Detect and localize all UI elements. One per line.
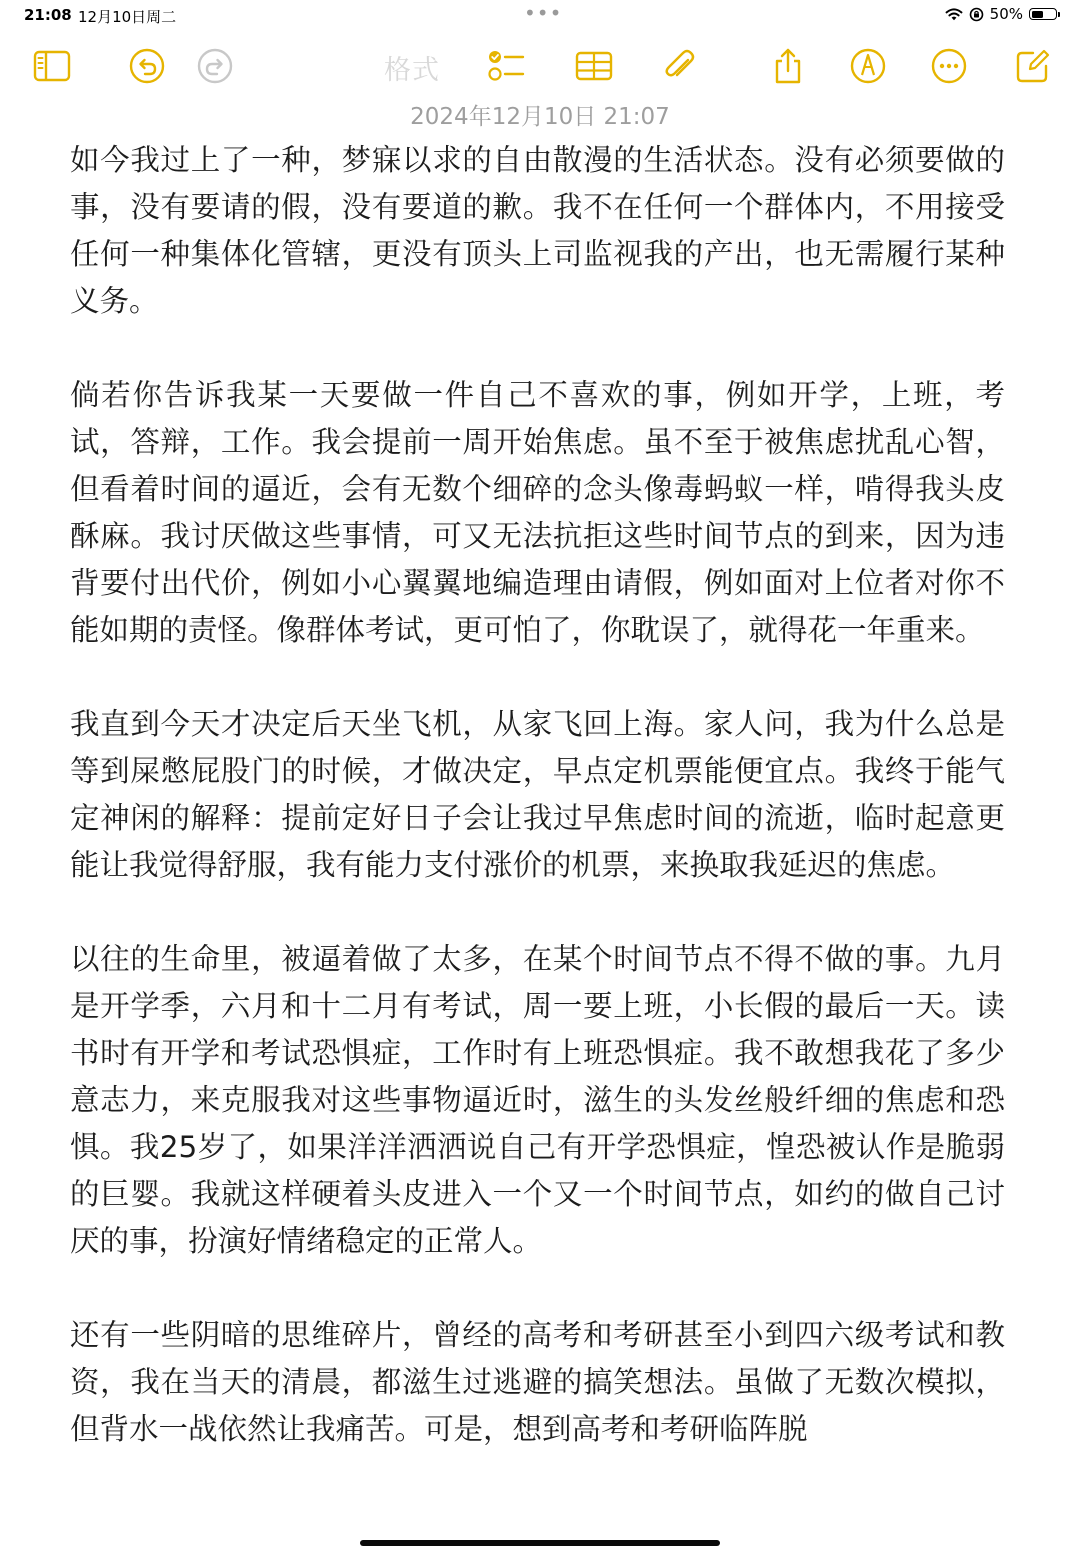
status-bar <box>0 0 1080 32</box>
note-date: 2024年12月10日 21:07 <box>410 104 670 130</box>
share-button[interactable] <box>766 44 810 88</box>
compose-icon <box>1013 46 1053 86</box>
table-icon <box>574 46 614 86</box>
note-paragraph: 倘若你告诉我某一天要做一件自己不喜欢的事，例如开学，上班，考试，答辩，工作。我会提前一周开始焦虑。虽不至于被焦虑扰乱心智，但看着时间的逼近，会有无数个细碎的念头像毒蚂蚁一样，啃得我头皮酥麻。我讨厌做这些事情，可又无法抗拒这些时间节点的到来，因为违背要付出代价，例如小心翼翼地编造理由请假，例如面对上位者对你不能如期的责怪。像群体考试，更可怕了，你耽误了，就得花一年重来。 <box>70 378 1005 647</box>
note-toolbar <box>0 36 1080 92</box>
checklist-icon <box>486 46 526 86</box>
note-paragraph: 以往的生命里，被逼着做了太多，在某个时间节点不得不做的事。九月是开学季，六月和十二月有考试，周一要上班，小长假的最后一天。读书时有开学和考试恐惧症，工作时有上班恐惧症。我不敢想我花了多少意志力，来克服我对这些事物逼近时，滋生的头发丝般纤细的焦虑和恐惧。我25岁了，如果洋洋洒洒说自己有开学恐惧症，惶恐被认作是脆弱的巨婴。我就这样硬着头皮进入一个又一个时间节点，如约的做自己讨厌的事，扮演好情绪稳定的正常人。 <box>70 942 1005 1258</box>
status-time: 21:08 <box>24 6 72 24</box>
battery-fill <box>1032 11 1044 18</box>
markup-button[interactable] <box>846 44 890 88</box>
status-right-group <box>945 5 1060 23</box>
format-button[interactable]: 格式 <box>384 55 440 86</box>
redo-icon <box>195 46 235 86</box>
attachment-button[interactable] <box>658 44 702 88</box>
battery-cap <box>1058 12 1060 17</box>
undo-button[interactable] <box>125 44 169 88</box>
table-button[interactable] <box>572 44 616 88</box>
orientation-lock-icon <box>969 7 984 22</box>
markup-icon <box>848 46 888 86</box>
undo-icon <box>127 46 167 86</box>
battery-icon <box>1029 8 1057 20</box>
battery-percent: 50% <box>989 5 1023 23</box>
note-paragraph: 我直到今天才决定后天坐飞机，从家飞回上海。家人问，我为什么总是等到屎憋屁股门的时候，才做决定，早点定机票能便宜点。我终于能气定神闲的解释：提前定好日子会让我过早焦虑时间的流逝，临时起意更能让我觉得舒服，我有能力支付涨价的机票，来换取我延迟的焦虑。 <box>70 707 1005 882</box>
note-paragraph: 还有一些阴暗的思维碎片，曾经的高考和考研甚至小到四六级考试和教资，我在当天的清晨，都滋生过逃避的搞笑想法。虽做了无数次模拟，但背水一战依然让我痛苦。可是，想到高考和考研临阵脱 <box>70 1318 1005 1446</box>
wifi-icon <box>945 7 963 21</box>
more-icon <box>929 46 969 86</box>
note-paragraph: 如今我过上了一种，梦寐以求的自由散漫的生活状态。没有必须要做的事，没有要请的假，没有要道的歉。我不在任何一个群体内，不用接受任何一种集体化管辖，更没有顶头上司监视我的产出，也无需履行某种义务。 <box>70 143 1005 318</box>
checklist-button[interactable] <box>484 44 528 88</box>
home-indicator[interactable] <box>360 1540 720 1546</box>
more-button[interactable] <box>927 44 971 88</box>
share-icon <box>768 46 808 86</box>
compose-button[interactable] <box>1011 44 1055 88</box>
attachment-icon <box>660 46 700 86</box>
sidebar-icon <box>32 46 72 86</box>
multitasking-dots-icon[interactable]: ••• <box>524 1 563 25</box>
note-body[interactable] <box>70 137 1005 1500</box>
sidebar-button[interactable] <box>30 44 74 88</box>
status-date: 12月10日周二 <box>78 8 177 26</box>
redo-button[interactable] <box>193 44 237 88</box>
